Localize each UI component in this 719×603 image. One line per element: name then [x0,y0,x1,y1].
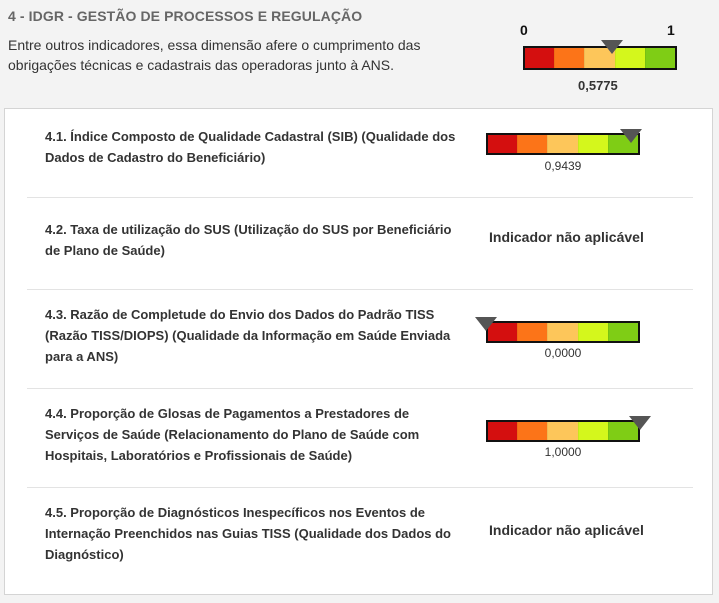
not-applicable-status: Indicador não aplicável [489,229,644,245]
gauge-segment-3 [547,323,577,341]
gauge-segment-3 [547,135,577,153]
indicator-gauge [486,133,640,155]
gauge-marker-icon [475,317,497,331]
scale-min-label: 0 [520,22,528,38]
section-title: 4 - IDGR - GESTÃO DE PROCESSOS E REGULAÇÃO [8,8,363,24]
gauge-segment-4 [578,323,608,341]
gauge-segment-4 [578,135,608,153]
scale-max-label: 1 [667,22,675,38]
indicators-panel [4,108,713,595]
gauge-segment-2 [517,135,547,153]
gauge-segment-5 [608,323,638,341]
indicator-label: 4.5. Proporção de Diagnósticos Inespecíficos nos Eventos de Internação Preenchidos nas Guias TISS (Qualidade dos Dados do Diagnóstico) [45,505,451,562]
indicator-row [27,197,693,290]
indicator-value: 0,0000 [544,346,582,360]
gauge-segment-5 [645,48,675,68]
indicator-row [27,487,693,596]
gauge-marker-icon [620,129,642,143]
gauge-segment-2 [517,323,547,341]
gauge-segment-1 [488,135,517,153]
gauge-marker-icon [601,40,623,54]
dimension-value: 0,5775 [578,78,618,93]
indicator-row [27,388,693,488]
indicator-label: 4.3. Razão de Completude do Envio dos Dados do Padrão TISS (Razão TISS/DIOPS) (Qualidade da Informação em Saúde Enviada para a ANS) [45,307,451,364]
indicator-row [27,289,693,389]
gauge-segment-2 [517,422,547,440]
indicator-gauge [486,321,640,343]
gauge-segment-4 [578,422,608,440]
indicator-row [27,109,693,198]
gauge-marker-icon [629,416,651,430]
indicator-label: 4.1. Índice Composto de Qualidade Cadastral (SIB) (Qualidade dos Dados de Cadastro do Beneficiário) [45,129,456,165]
indicator-label: 4.2. Taxa de utilização do SUS (Utilização do SUS por Beneficiário de Plano de Saúde) [45,222,452,258]
gauge-segment-2 [554,48,584,68]
indicator-label: 4.4. Proporção de Glosas de Pagamentos a Prestadores de Serviços de Saúde (Relacionamento do Plano de Saúde com Hospitais, Laboratórios e Profissionais de Saúde) [45,406,420,463]
section-description: Entre outros indicadores, essa dimensão afere o cumprimento das obrigações técnicas e cadastrais das operadoras junto à ANS. [8,37,421,73]
indicator-value: 0,9439 [544,159,582,173]
indicator-value: 1,0000 [544,445,582,459]
not-applicable-status: Indicador não aplicável [489,522,644,538]
gauge-segment-1 [488,422,517,440]
gauge-segment-3 [547,422,577,440]
gauge-segment-1 [525,48,554,68]
indicator-gauge [486,420,640,442]
